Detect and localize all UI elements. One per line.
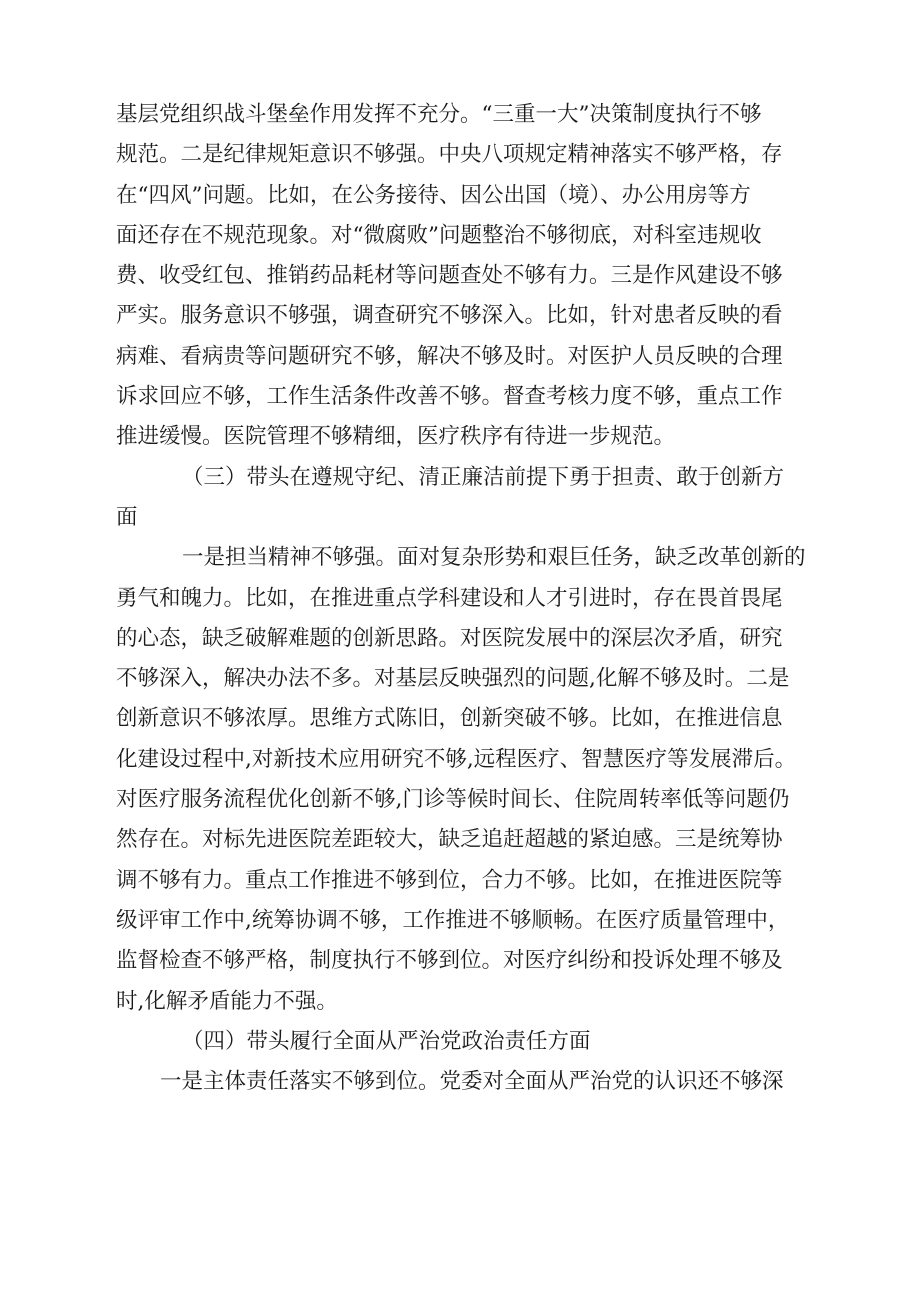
section-heading-4: （四）带头履行全面从严治党政治责任方面 bbox=[182, 1028, 591, 1054]
text-line: 监督检查不够严格，制度执行不够到位。对医疗纠纷和投诉处理不够及 bbox=[116, 948, 783, 974]
text-line: 勇气和魄力。比如，在推进重点学科建设和人才引进时，存在畏首畏尾 bbox=[116, 585, 783, 611]
paragraph-start: 一是担当精神不够强。面对复杂形势和艰巨任务，缺乏改革创新的 bbox=[182, 545, 806, 571]
text-line: 规范。二是纪律规矩意识不够强。中央八项规定精神落实不够严格，存 bbox=[116, 142, 783, 168]
text-line: 推进缓慢。医院管理不够精细，医疗秩序有待进一步规范。 bbox=[116, 424, 676, 450]
text-line: 面还存在不规范现象。对“微腐败”问题整治不够彻底，对科室违规收 bbox=[116, 222, 762, 248]
text-line: 对医疗服务流程优化创新不够,门诊等候时间长、住院周转率低等问题仍 bbox=[116, 787, 790, 813]
text-line: 时,化解矛盾能力不强。 bbox=[116, 988, 338, 1014]
text-line: 费、收受红包、推销药品耗材等问题查处不够有力。三是作风建设不够 bbox=[116, 263, 783, 289]
text-line: 调不够有力。重点工作推进不够到位，合力不够。比如，在推进医院等 bbox=[116, 867, 783, 893]
paragraph-start: 一是主体责任落实不够到位。党委对全面从严治党的认识还不够深 bbox=[160, 1069, 784, 1095]
text-line: 诉求回应不够，工作生活条件改善不够。督查考核力度不够，重点工作 bbox=[116, 384, 783, 410]
text-line: 基层党组织战斗堡垒作用发挥不充分。“三重一大”决策制度执行不够 bbox=[116, 102, 762, 127]
text-line: 级评审工作中,统筹协调不够，工作推进不够顺畅。在医疗质量管理中， bbox=[116, 907, 790, 933]
text-line: 然存在。对标先进医院差距较大，缺乏追赶超越的紧迫感。三是统筹协 bbox=[116, 827, 783, 853]
text-line: 化建设过程中,对新技术应用研究不够,远程医疗、智慧医疗等发展滞后。 bbox=[116, 746, 797, 772]
section-heading-3-cont: 面 bbox=[116, 504, 138, 530]
section-heading-3: （三）带头在遵规守纪、清正廉洁前提下勇于担责、敢于创新方 bbox=[182, 464, 785, 490]
text-line: 的心态，缺乏破解难题的创新思路。对医院发展中的深层次矛盾，研究 bbox=[116, 625, 783, 651]
text-line: 创新意识不够浓厚。思维方式陈旧，创新突破不够。比如，在推进信息 bbox=[116, 706, 783, 732]
text-line: 严实。服务意识不够强，调查研究不够深入。比如，针对患者反映的看 bbox=[116, 303, 783, 329]
text-line: 不够深入，解决办法不多。对基层反映强烈的问题,化解不够及时。二是 bbox=[116, 666, 790, 692]
text-line: 病难、看病贵等问题研究不够，解决不够及时。对医护人员反映的合理 bbox=[116, 343, 783, 369]
text-line: 在“四风”问题。比如，在公务接待、因公出国（境）、办公用房等方 bbox=[116, 182, 751, 208]
body-text bbox=[116, 95, 836, 1102]
